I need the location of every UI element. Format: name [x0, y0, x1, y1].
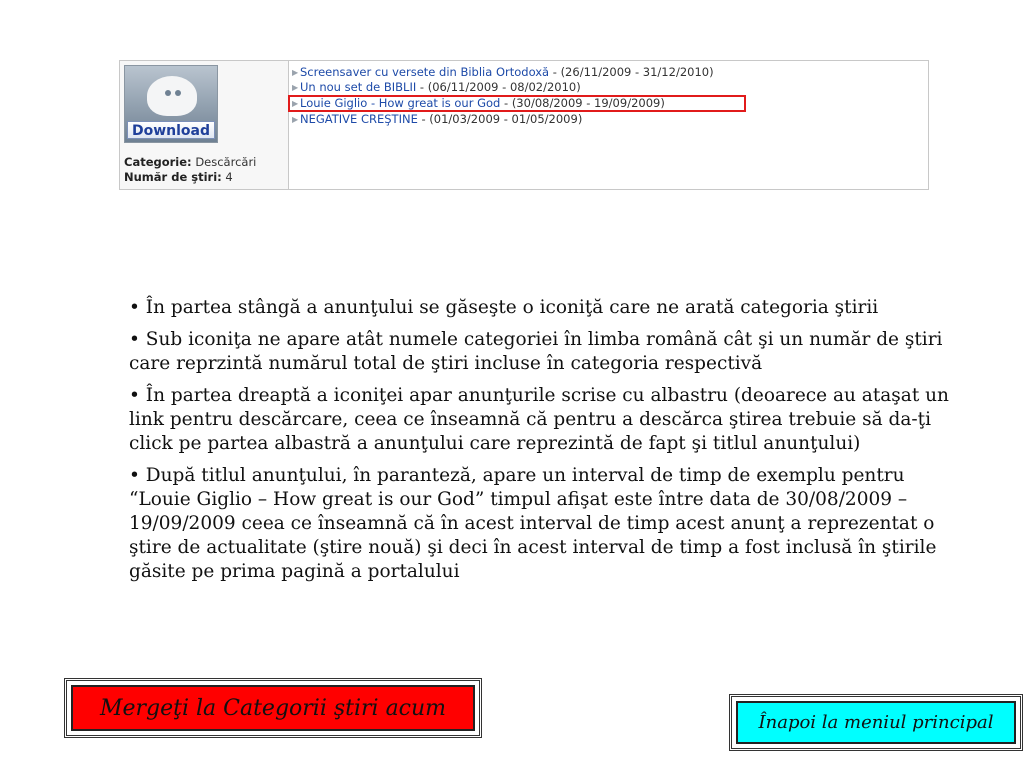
- category-line: [124, 155, 256, 169]
- back-to-main-menu-label: Înapoi la meniul principal: [758, 712, 994, 733]
- explanation-text: [129, 296, 969, 592]
- category-label: Categorie:: [124, 155, 192, 169]
- news-item-dates: - (06/11/2009 - 08/02/2010): [419, 80, 581, 94]
- news-item-title-link[interactable]: Louie Giglio - How great is our God: [300, 96, 501, 110]
- count-value: 4: [225, 170, 233, 184]
- news-item-title-link[interactable]: Screensaver cu versete din Biblia Ortodoxă: [300, 65, 550, 79]
- bullet-paragraph: • În partea stângă a anunţului se găseşte o iconiţă care ne arată categoria ştirii: [129, 297, 879, 318]
- news-item: [290, 80, 924, 95]
- news-item: [290, 65, 924, 80]
- bullet-paragraph: • În partea dreaptă a iconiţei apar anunţurile scrise cu albastru (deoarece au ataşat un link pentru descărcare, ceea ce înseamnă că pentru a descărca ştirea trebuie să da-ţi click pe partea albastră a anunţului care reprezintă de fapt şi titlul anunţului): [129, 385, 949, 454]
- news-list: [290, 65, 924, 127]
- news-item-dates: - (01/03/2009 - 01/05/2009): [421, 112, 583, 126]
- go-to-categories-fill: [71, 685, 475, 731]
- news-item-highlighted: [288, 95, 746, 112]
- back-to-main-menu-button[interactable]: [729, 694, 1023, 751]
- download-category-icon[interactable]: [124, 65, 218, 143]
- bullet-paragraph: • După titlul anunţului, în paranteză, apare un interval de timp de exemplu pentru “Louie Giglio – How great is our God” timpul afişat este între data de 30/08/2009 – 19/09/2009 ceea ce înseamnă că în acest interval de timp acest anunţ a reprezentat o ştire de actualitate (ştire nouă) şi deci în acest interval de timp a fost inclusă în ştirile găsite pe prima pagină a portalului: [129, 465, 937, 582]
- go-to-categories-label: Mergeţi la Categorii ştiri acum: [99, 695, 447, 721]
- bullet-arrow-icon: ▶: [292, 68, 299, 77]
- bullet-paragraph: • Sub iconiţa ne apare atât numele categoriei în limba română cât şi un număr de ştiri care reprzintă numărul total de ştiri incluse în categoria respectivă: [129, 329, 943, 374]
- category-graphic: [147, 76, 197, 116]
- news-item-title-link[interactable]: Un nou set de BIBLII: [300, 80, 417, 94]
- count-label: Număr de ştiri:: [124, 170, 222, 184]
- go-to-categories-button[interactable]: [64, 678, 482, 738]
- category-column: [120, 61, 289, 189]
- back-to-main-menu-fill: [736, 701, 1016, 744]
- news-panel-screenshot: [119, 60, 929, 190]
- bullet-arrow-icon: ▶: [292, 83, 299, 92]
- bullet-arrow-icon: ▶: [292, 115, 299, 124]
- download-label: Download: [127, 121, 215, 139]
- category-value: Descărcări: [195, 155, 257, 169]
- news-item-dates: - (26/11/2009 - 31/12/2010): [552, 65, 714, 79]
- news-item-title-link[interactable]: NEGATIVE CREŞTINE: [300, 112, 418, 126]
- news-item-dates: - (30/08/2009 - 19/09/2009): [504, 96, 665, 110]
- count-line: [124, 170, 233, 184]
- news-item: [290, 112, 924, 127]
- bullet-arrow-icon: ▶: [292, 99, 299, 108]
